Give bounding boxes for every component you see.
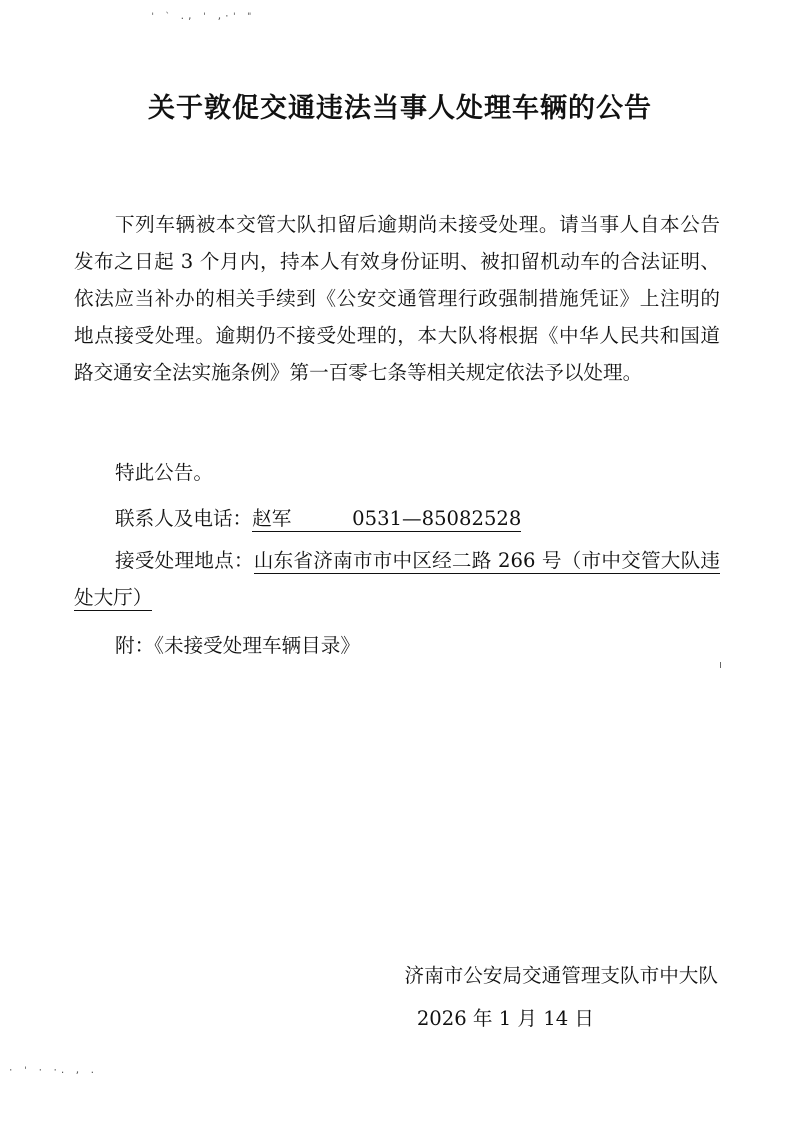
location-address: 山东省济南市市中区经二路 266 号（市中交管大队违处大厅）	[74, 549, 721, 609]
contact-name: 赵军	[252, 507, 292, 530]
contact-label: 联系人及电话：	[115, 507, 253, 530]
notice-body: 下列车辆被本交管大队扣留后逾期尚未接受处理。请当事人自本公告发布之日起 3 个月内，持本人有效身份证明、被扣留机动车的合法证明、依法应当补办的相关手续到《公安交通管理行政强制措施凭证》上注明的地点接受处理。逾期仍不接受处理的，本大队将根据《中华人民共和国道路交通安全法实施条例》第一百零七条等相关规定依法予以处理。	[74, 213, 720, 384]
location-label: 接受处理地点：	[115, 549, 254, 572]
contact-line	[74, 500, 775, 537]
location-paragraph	[74, 542, 720, 616]
contact-phone: 0531—85082528	[352, 507, 522, 530]
scan-artifact: ' ` ., ' ,·' "	[150, 12, 254, 22]
contact-underlined	[252, 507, 521, 532]
scan-artifact: · ' · ·. , .	[8, 1066, 98, 1076]
document-title: 关于敦促交通违法当事人处理车辆的公告	[148, 93, 652, 124]
issue-date: 2026 年 1 月 14 日	[416, 1007, 594, 1030]
attachment-line: 附：《未接受处理车辆目录》	[115, 634, 360, 657]
issuer-name: 济南市公安局交通管理支队市中大队	[404, 964, 718, 987]
closing-line: 特此公告。	[115, 461, 213, 484]
